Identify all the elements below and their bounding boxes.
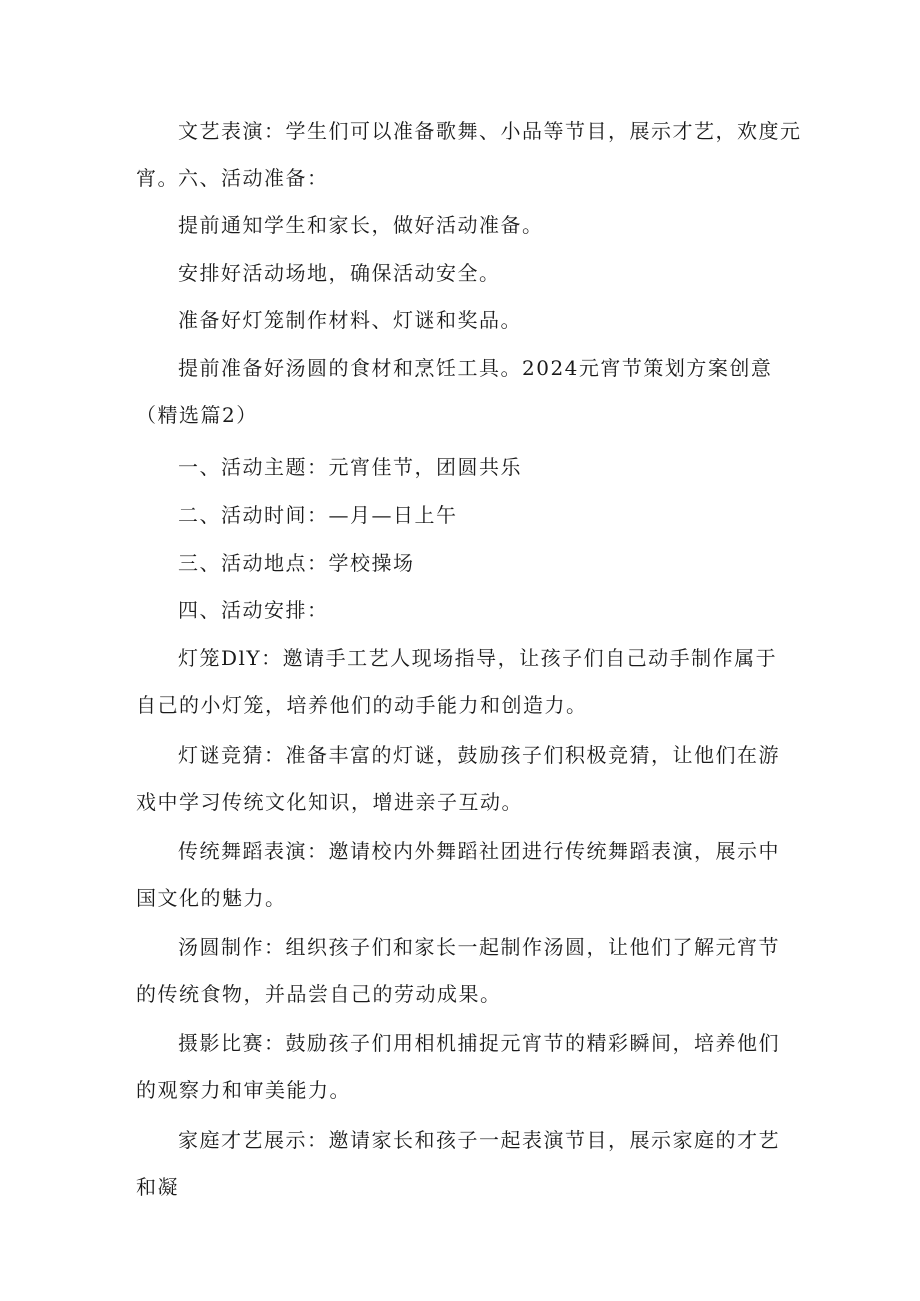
heading-arrangement: 四、活动安排： (178, 598, 329, 622)
heading-time: 二、活动时间：—月—日上午 (178, 503, 458, 527)
heading-theme: 一、活动主题：元宵佳节，团圆共乐 (178, 455, 522, 479)
paragraph-materials: 准备好灯笼制作材料、灯谜和奖品。 (178, 308, 522, 332)
paragraph-lantern-diy: 灯笼DlY：邀请手工艺人现场指导，让孩子们自己动手制作属于自己的小灯笼，培养他们的动手能力和创造力。 (136, 646, 778, 717)
paragraph-performance: 文艺表演：学生们可以准备歌舞、小品等节目，展示才艺，欢度元宵。 (136, 119, 802, 190)
heading-preparation: 六、活动准备： (178, 166, 329, 190)
paragraph-riddles: 灯谜竞猜：准备丰富的灯谜，鼓励孩子们积极竞猜，让他们在游戏中学习传统文化知识，增进亲子互动。 (136, 743, 780, 814)
paragraph-family-talent: 家庭才艺展示：邀请家长和孩子一起表演节目，展示家庭的才艺和凝 (136, 1128, 780, 1199)
heading-location: 三、活动地点：学校操场 (178, 551, 415, 575)
paragraph-notify: 提前通知学生和家长，做好活动准备。 (178, 213, 544, 237)
paragraph-photography: 摄影比赛：鼓励孩子们用相机捕捉元宵节的精彩瞬间，培养他们的观察力和审美能力。 (136, 1031, 780, 1102)
paragraph-tangyuan: 汤圆制作：组织孩子们和家长一起制作汤圆，让他们了解元宵节的传统食物，并品尝自己的劳动成果。 (136, 935, 780, 1006)
paragraph-ingredients: 提前准备好汤圆的食材和烹饪工具。2024元宵节策划方案创意（精选篇2） (136, 356, 773, 427)
paragraph-dance: 传统舞蹈表演：邀请校内外舞蹈社团进行传统舞蹈表演，展示中国文化的魅力。 (136, 839, 780, 910)
paragraph-venue: 安排好活动场地，确保活动安全。 (178, 261, 501, 285)
